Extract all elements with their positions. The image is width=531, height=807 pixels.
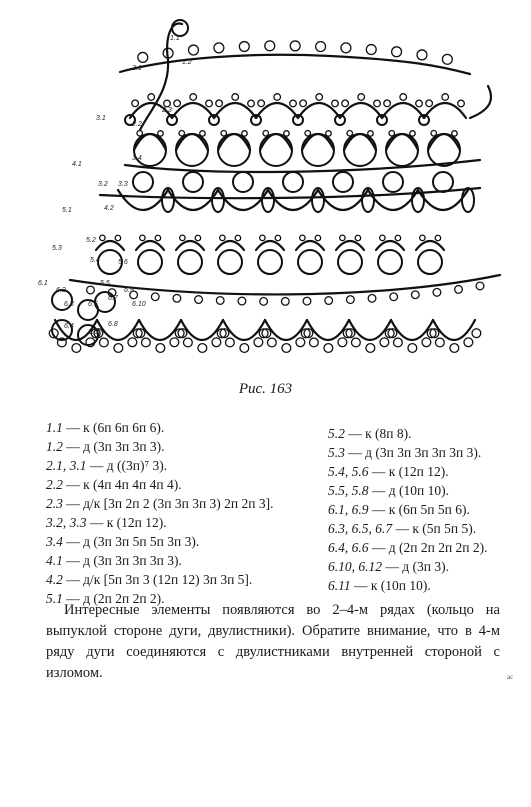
- ring-row3: [260, 134, 292, 166]
- element-formula: — к (12п 12).: [368, 464, 449, 479]
- row6-arc: [349, 320, 391, 340]
- element-formula: — д (3п 3п 5п 5п 3п 3).: [62, 534, 200, 549]
- picot: [455, 286, 463, 294]
- picot: [392, 47, 402, 57]
- ring-row4: [383, 172, 403, 192]
- row6-arc: [391, 320, 433, 340]
- picot: [72, 344, 81, 353]
- row2-arc: [298, 103, 340, 118]
- picot: [148, 94, 155, 101]
- picot: [464, 338, 473, 347]
- picot: [238, 297, 246, 305]
- picot: [472, 329, 481, 338]
- picot: [435, 235, 441, 241]
- ring-1-1: [172, 20, 188, 36]
- picot: [267, 338, 276, 347]
- picot: [435, 338, 444, 347]
- element-label: 6.5: [88, 301, 98, 308]
- element-label: 1.1: [170, 35, 180, 42]
- legend-row: [46, 513, 273, 532]
- picot: [212, 338, 221, 347]
- row2-end: [470, 86, 491, 118]
- picot: [99, 338, 108, 347]
- element-label: 2.3: [162, 107, 172, 114]
- row6-arc: [181, 320, 223, 340]
- element-label: 3.2: [98, 181, 108, 188]
- row6-arc: [223, 320, 265, 340]
- element-formula: — к (5п 5п 5).: [392, 521, 477, 536]
- tatting-diagram: [0, 0, 531, 380]
- ring-row5: [338, 250, 362, 274]
- element-label: 5.4: [90, 257, 100, 264]
- picot: [422, 338, 431, 347]
- element-code: 4.2: [46, 572, 63, 587]
- element-label: 1.2: [182, 59, 192, 66]
- element-code: 1.1: [46, 420, 63, 435]
- picot: [442, 94, 449, 101]
- element-code: 5.4, 5.6: [328, 464, 369, 479]
- legend-row: [328, 481, 488, 500]
- picot: [274, 94, 281, 101]
- picot: [315, 235, 321, 241]
- picot: [338, 338, 347, 347]
- picot: [114, 344, 123, 353]
- picot: [420, 235, 426, 241]
- picot: [170, 338, 179, 347]
- page-mark: ас: [507, 673, 514, 681]
- row2-arc: [340, 103, 382, 118]
- element-formula: — к (12п 12).: [86, 515, 167, 530]
- element-label: 6.4: [64, 323, 74, 330]
- ring-row3: [302, 134, 334, 166]
- row2-arc: [424, 103, 466, 118]
- row6-arc: [97, 320, 139, 340]
- picot: [281, 298, 289, 306]
- legend-row: [46, 551, 273, 570]
- description-paragraph: Интересные элементы появляются во 2–4-м рядах (кольцо на выпуклой стороне дуги, двулистники). Обратите внимание, что в 4-м ряду дуги соединяются с двулистниками внутренней стороной с изломом.: [46, 602, 500, 681]
- picot: [366, 344, 375, 353]
- picot: [340, 235, 346, 241]
- element-code: 6.1, 6.9: [328, 502, 369, 517]
- element-label: 4.2: [104, 205, 114, 212]
- legend-row: [328, 538, 488, 557]
- picot: [358, 94, 365, 101]
- element-formula: — д (2п 2п 2п 2п 2).: [368, 540, 488, 555]
- row6-arc: [265, 320, 307, 340]
- legend-row: [46, 494, 273, 513]
- picot: [309, 338, 318, 347]
- picot: [400, 94, 407, 101]
- row6-arc: [139, 320, 181, 340]
- picot: [416, 100, 423, 107]
- element-code: 2.3: [46, 496, 63, 511]
- row5-arc: [216, 241, 244, 250]
- ring-row5: [378, 250, 402, 274]
- picot: [355, 235, 361, 241]
- element-formula: — д/к [5п 3п 3 (12п 12) 3п 3п 5].: [62, 572, 253, 587]
- legend-row: [46, 456, 273, 475]
- picot: [426, 100, 433, 107]
- picot: [140, 235, 146, 241]
- element-label: 5.3: [52, 245, 62, 252]
- element-label: 2.1: [132, 65, 142, 72]
- legend-row: [328, 500, 488, 519]
- element-code: 5.1: [46, 591, 63, 606]
- picot: [316, 42, 326, 52]
- element-label: 5.1: [62, 207, 72, 214]
- picot: [214, 43, 224, 53]
- picot: [342, 100, 349, 107]
- element-formula: — д (3п 3п 3п 3).: [62, 439, 165, 454]
- picot: [235, 235, 241, 241]
- element-formula: — д (3п 3).: [382, 559, 449, 574]
- element-code: 3.4: [46, 534, 63, 549]
- ring-row3: [218, 134, 250, 166]
- picot: [173, 294, 181, 302]
- picot: [206, 100, 213, 107]
- legend-row: [328, 443, 488, 462]
- picot: [232, 94, 239, 101]
- picot: [248, 100, 255, 107]
- legend-row: [46, 570, 273, 589]
- element-formula: — д (3п 3п 3п 3п 3п 3).: [344, 445, 482, 460]
- picot: [296, 338, 305, 347]
- row6-arc: [307, 320, 349, 340]
- ring-row4: [433, 172, 453, 192]
- picot: [316, 94, 323, 101]
- picot: [458, 100, 465, 107]
- ring-row4: [233, 172, 253, 192]
- element-code: 4.1: [46, 553, 63, 568]
- element-label: 6.8: [108, 321, 118, 328]
- ring-row5: [418, 250, 442, 274]
- element-label: 6.2: [56, 287, 66, 294]
- picot: [87, 286, 95, 294]
- legend-row: [328, 557, 488, 576]
- element-code: 5.3: [328, 445, 345, 460]
- picot: [282, 344, 291, 353]
- picot: [368, 295, 376, 303]
- picot: [220, 235, 226, 241]
- element-code: 6.11: [328, 578, 351, 593]
- picot: [155, 235, 161, 241]
- ring-row5: [298, 250, 322, 274]
- picot: [198, 344, 207, 353]
- picot: [190, 94, 197, 101]
- element-label: 6.9: [124, 287, 134, 294]
- row3-chain: [125, 160, 480, 172]
- element-formula: — к (6п 5п 5п 6).: [368, 502, 470, 517]
- element-label: 6.10: [132, 301, 146, 308]
- element-code: 5.2: [328, 426, 345, 441]
- picot: [195, 235, 201, 241]
- ring-row5: [178, 250, 202, 274]
- picot: [442, 54, 452, 64]
- picot: [433, 288, 441, 296]
- ring-row3: [428, 134, 460, 166]
- picot: [417, 50, 427, 60]
- element-label: 3.3: [118, 181, 128, 188]
- picot: [303, 297, 311, 305]
- picot: [325, 297, 333, 305]
- picot: [393, 338, 402, 347]
- row2-arc: [214, 103, 256, 118]
- row5-arc: [96, 241, 124, 250]
- ring-row3: [176, 134, 208, 166]
- element-label: 6.7: [108, 295, 118, 302]
- legend-row: [328, 424, 488, 443]
- element-formula: — д/к [3п 2п 2 (3п 3п 3п 3) 2п 2п 3].: [62, 496, 274, 511]
- picot: [216, 297, 224, 305]
- picot: [195, 296, 203, 304]
- row2-arc: [172, 103, 214, 118]
- picot: [275, 235, 281, 241]
- row2-arc: [256, 103, 298, 118]
- element-code: 1.2: [46, 439, 63, 454]
- picot: [476, 282, 484, 290]
- row2-arc: [382, 103, 424, 118]
- picot: [347, 296, 355, 304]
- picot: [341, 43, 351, 53]
- legend-row: [46, 532, 273, 551]
- ring-row4: [333, 172, 353, 192]
- element-formula: — к (6п 6п 6п 6).: [62, 420, 165, 435]
- picot: [151, 293, 159, 301]
- picot: [324, 344, 333, 353]
- row5-arc: [136, 241, 164, 250]
- picot: [300, 100, 307, 107]
- picot: [260, 235, 266, 241]
- row5-arc: [376, 241, 404, 250]
- legend-row: [328, 519, 488, 538]
- picot: [189, 45, 199, 55]
- element-code: 5.5, 5.8: [328, 483, 369, 498]
- row6-arc: [433, 320, 475, 340]
- element-label: 5.5: [100, 280, 110, 287]
- ring-row3: [344, 134, 376, 166]
- row5-arc: [296, 241, 324, 250]
- element-code: 6.10, 6.12: [328, 559, 382, 574]
- element-formula: — к (10п 10).: [350, 578, 431, 593]
- picot: [156, 344, 165, 353]
- picot: [115, 235, 121, 241]
- element-formula: — к (8п 8).: [344, 426, 412, 441]
- element-formula: — к (4п 4п 4п 4п 4).: [62, 477, 182, 492]
- element-label: 4.1: [72, 161, 82, 168]
- legend-row: [46, 475, 273, 494]
- picot: [180, 235, 186, 241]
- ring-row3: [386, 134, 418, 166]
- picot: [380, 338, 389, 347]
- picot: [141, 338, 150, 347]
- picot: [290, 41, 300, 51]
- legend-row: [46, 418, 273, 437]
- picot: [100, 235, 106, 241]
- picot: [265, 41, 275, 51]
- element-label: 6.1: [38, 280, 48, 287]
- element-label: 5.2: [86, 237, 96, 244]
- element-label: 3.1: [96, 115, 106, 122]
- element-formula: — д ((3п)⁷ 3).: [86, 458, 168, 473]
- element-label: 3.4: [132, 155, 142, 162]
- picot: [366, 45, 376, 55]
- legend-row: [328, 576, 488, 595]
- element-formula: — д (10п 10).: [368, 483, 449, 498]
- picot: [374, 100, 381, 107]
- picot: [174, 100, 181, 107]
- element-label: 6.6: [88, 329, 98, 336]
- legend-left: [46, 418, 273, 608]
- picot: [138, 52, 148, 62]
- picot: [411, 291, 419, 299]
- legend-row: [328, 462, 488, 481]
- picot: [395, 235, 401, 241]
- row5-arc: [256, 241, 284, 250]
- element-code: 2.2: [46, 477, 63, 492]
- picot: [258, 100, 265, 107]
- ring-row5: [258, 250, 282, 274]
- element-label: 6.3: [64, 301, 74, 308]
- picot: [290, 100, 297, 107]
- legend-right: [328, 424, 488, 595]
- picot: [225, 338, 234, 347]
- row5-arc: [176, 241, 204, 250]
- ring-row5: [218, 250, 242, 274]
- picot: [408, 344, 417, 353]
- element-label: 2.2: [132, 121, 142, 128]
- picot: [128, 338, 137, 347]
- row5-arc: [416, 241, 444, 250]
- picot: [260, 298, 268, 306]
- picot: [254, 338, 263, 347]
- picot: [239, 42, 249, 52]
- row5-arc: [336, 241, 364, 250]
- picot: [351, 338, 360, 347]
- ring-row4: [133, 172, 153, 192]
- element-label: 5.6: [118, 259, 128, 266]
- picot: [216, 100, 223, 107]
- element-code: 3.2, 3.3: [46, 515, 87, 530]
- picot: [240, 344, 249, 353]
- picot: [380, 235, 386, 241]
- figure-caption: Рис. 163: [238, 381, 293, 397]
- picot: [300, 235, 306, 241]
- ring-row4: [283, 172, 303, 192]
- element-code: 2.1, 3.1: [46, 458, 87, 473]
- element-code: 6.3, 6.5, 6.7: [328, 521, 393, 536]
- element-formula: — д (3п 3п 3п 3п 3).: [62, 553, 182, 568]
- element-formula: — д (2п 2п 2п 2).: [62, 591, 165, 606]
- picot: [132, 100, 139, 107]
- picot: [390, 293, 398, 301]
- ring-row4: [183, 172, 203, 192]
- picot: [450, 344, 459, 353]
- picot: [164, 100, 171, 107]
- picot: [384, 100, 391, 107]
- picot: [332, 100, 339, 107]
- element-code: 6.4, 6.6: [328, 540, 369, 555]
- legend-row: [46, 437, 273, 456]
- ring-row5: [138, 250, 162, 274]
- picot: [183, 338, 192, 347]
